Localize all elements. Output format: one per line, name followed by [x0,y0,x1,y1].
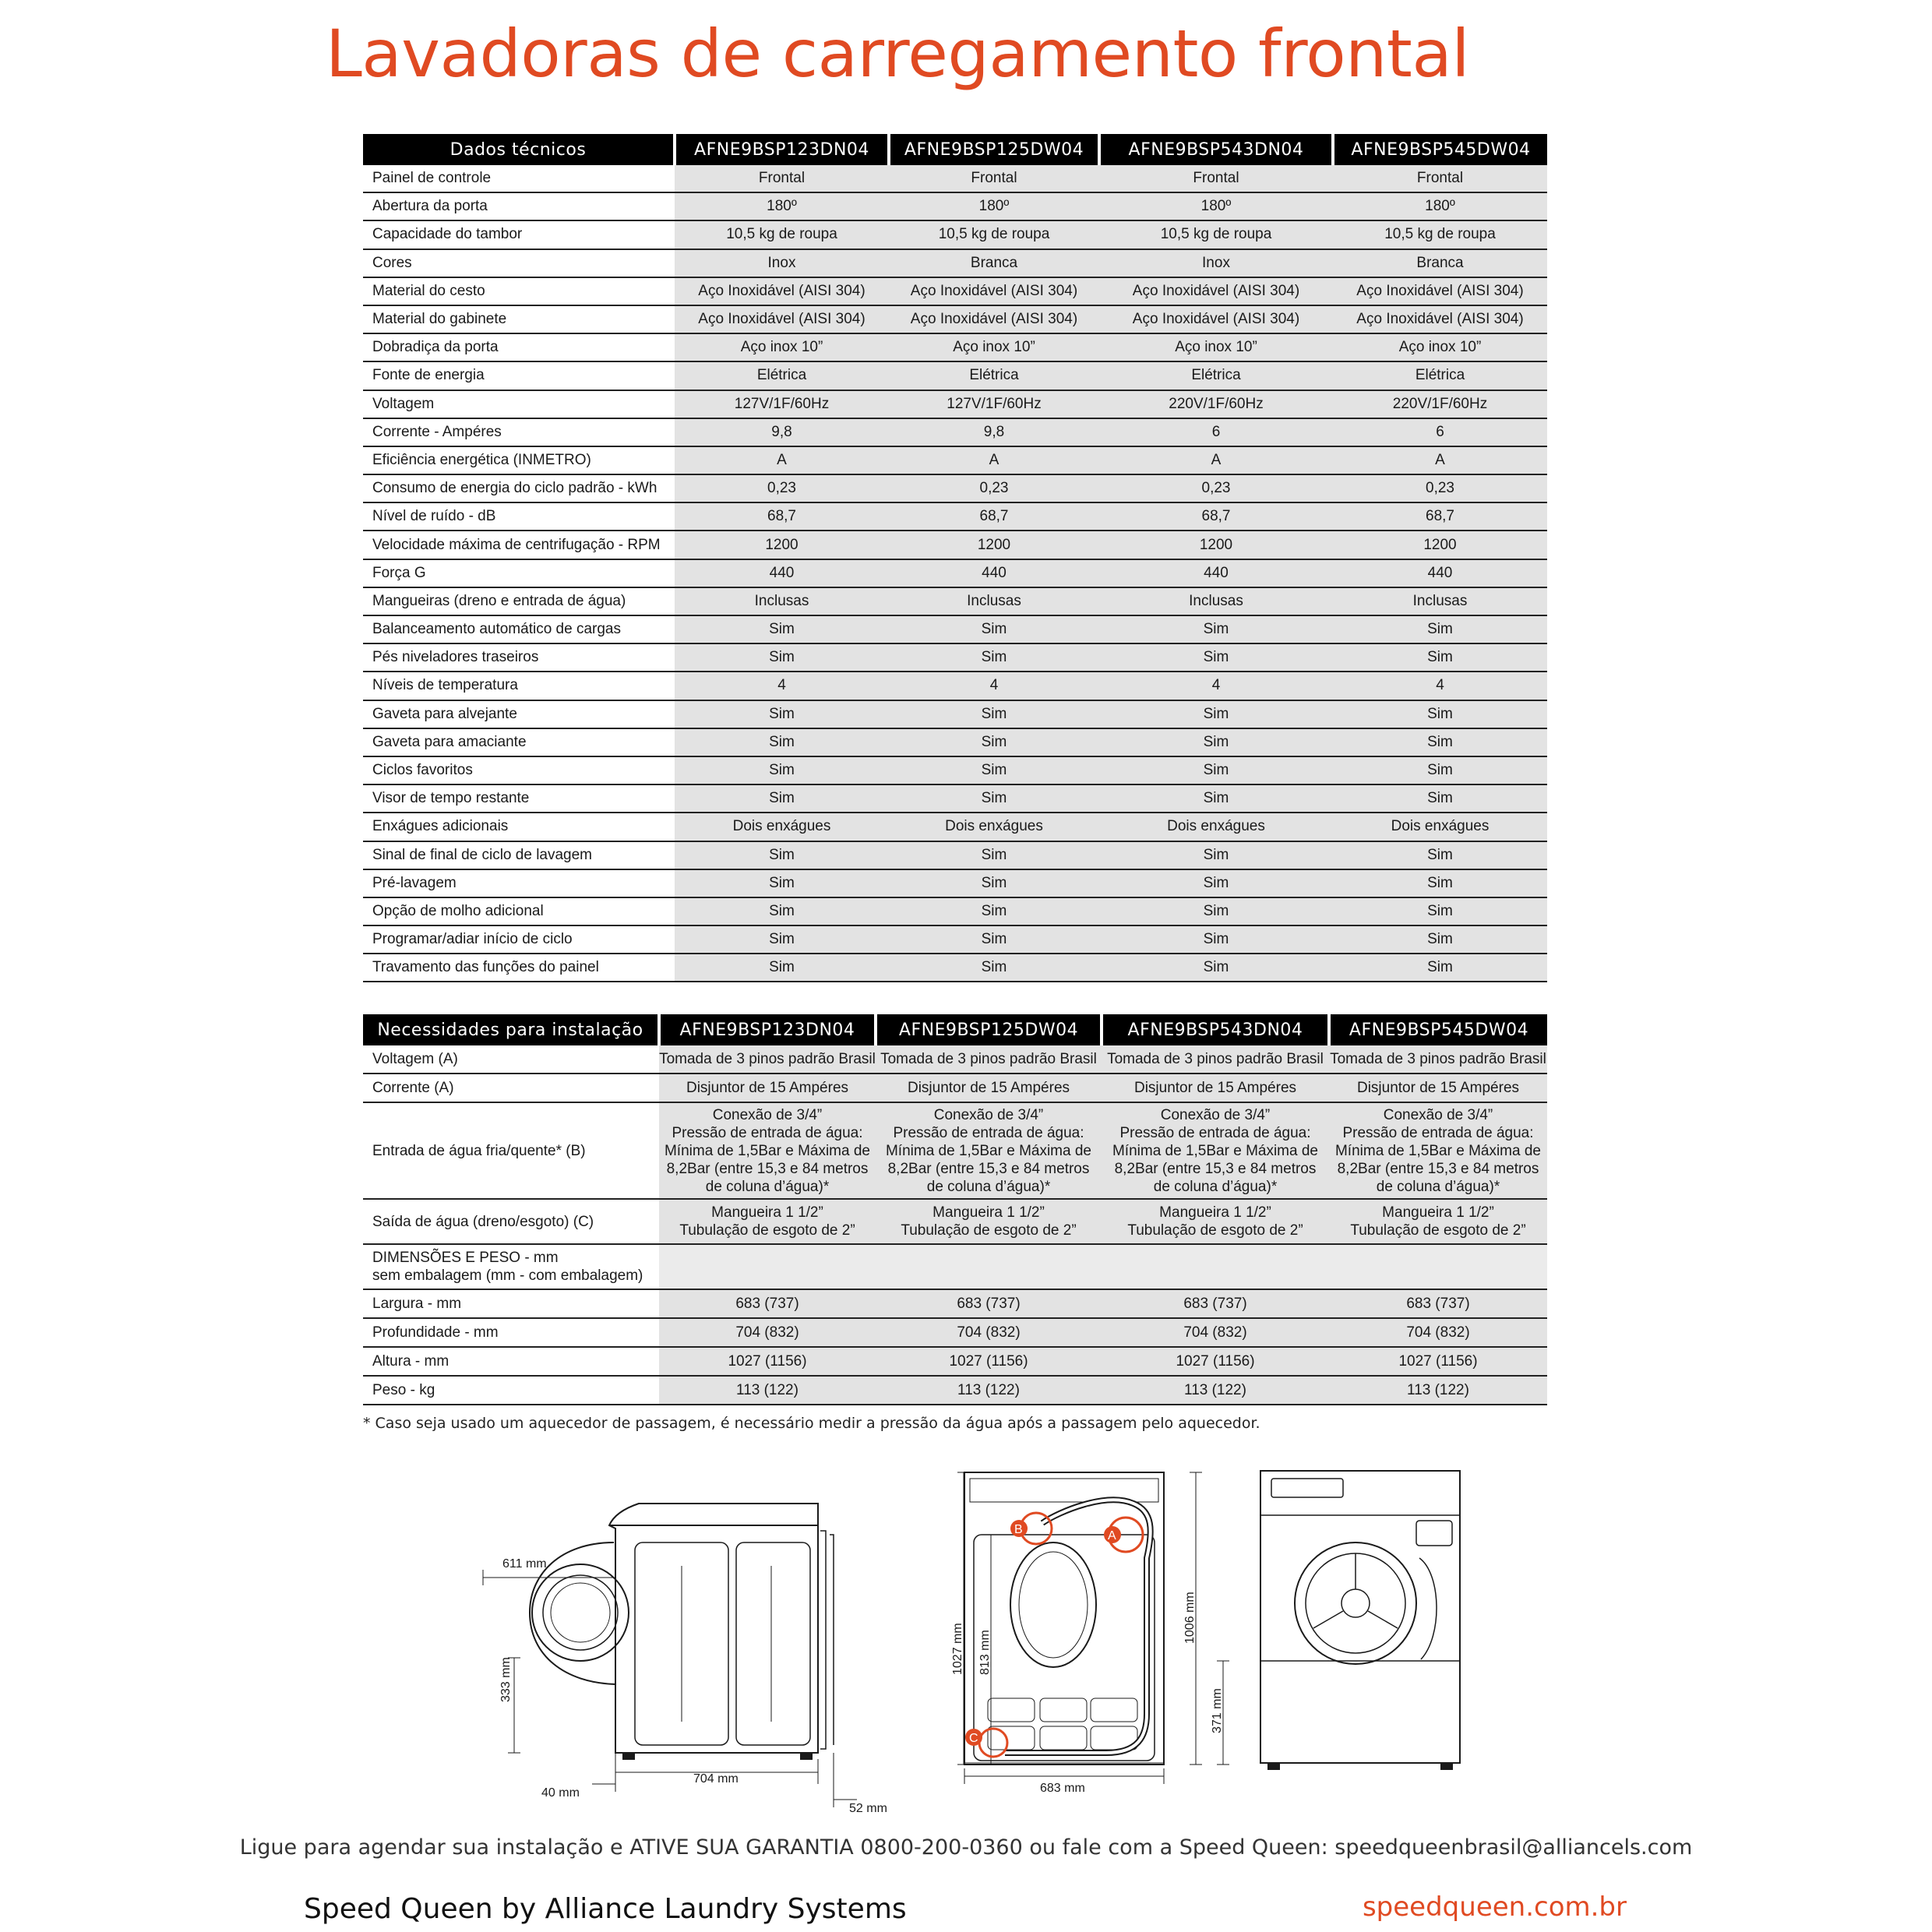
installation-call-to-action: Ligue para agendar sua instalação e ATIVE SUA GARANTIA 0800-200-0360 ou fale com a Speed Queen: speedqueenbrasil@alliancels.com [239,1835,1693,1860]
spec-value: Inox [1099,249,1333,277]
spec-value: Sim [1333,841,1547,869]
install-value: 113 (122) [876,1376,1102,1405]
spec-value: 180º [889,192,1099,220]
install-label: Peso - kg [363,1376,659,1405]
dim-683-label: 683 mm [1040,1782,1085,1795]
install-value: Mangueira 1 1/2” Tubulação de esgoto de 2” [659,1199,876,1244]
spec-value: Inclusas [889,587,1099,615]
section-blank [659,1244,1547,1289]
install-row [363,1318,1547,1347]
spec-label: Nível de ruído - dB [363,502,675,531]
install-value: 113 (122) [1102,1376,1329,1405]
model-header: AFNE9BSP543DN04 [1102,1014,1329,1045]
spec-value: Sim [675,615,889,643]
spec-value: Dois enxágues [1099,813,1333,841]
spec-value: Inclusas [1333,587,1547,615]
installation-header: Necessidades para instalação [363,1014,659,1045]
install-value: 1027 (1156) [876,1347,1102,1376]
install-row [363,1376,1547,1405]
door-circle [532,1564,629,1661]
spec-value: 10,5 kg de roupa [675,220,889,249]
spec-value: Sim [1333,897,1547,925]
dim-611-label: 611 mm [502,1557,547,1571]
dim-52-label: 52 mm [849,1802,887,1815]
install-row [363,1289,1547,1318]
spec-label: Dobradiça da porta [363,333,675,361]
rear-view-drawing [951,1472,1164,1795]
install-value: Tomada de 3 pinos padrão Brasil [659,1045,876,1074]
spec-value: Sim [1099,615,1333,643]
install-label: Profundidade - mm [363,1318,659,1347]
spec-value: 440 [675,559,889,587]
install-value: Tomada de 3 pinos padrão Brasil [1102,1045,1329,1074]
spec-row [363,418,1547,446]
install-row [363,1074,1547,1102]
model-header: AFNE9BSP545DW04 [1333,134,1547,165]
spec-label: Abertura da porta [363,192,675,220]
install-value: 683 (737) [659,1289,876,1318]
spec-label: Visor de tempo restante [363,784,675,813]
spec-value: Dois enxágues [1333,813,1547,841]
spec-value: Sim [1099,756,1333,784]
spec-value: 10,5 kg de roupa [1099,220,1333,249]
spec-value: Sim [675,728,889,756]
install-value: Mangueira 1 1/2” Tubulação de esgoto de 2” [1329,1199,1547,1244]
spec-value: Aço Inoxidável (AISI 304) [1099,305,1333,333]
install-value: 683 (737) [876,1289,1102,1318]
spec-value: Sim [889,954,1099,982]
spec-value: 0,23 [889,474,1099,502]
spec-row [363,446,1547,474]
dim-1027-label: 1027 mm [951,1623,964,1675]
spec-label: Níveis de temperatura [363,672,675,700]
spec-value: 68,7 [1333,502,1547,531]
technical-header: Dados técnicos [363,134,675,165]
spec-value: Branca [1333,249,1547,277]
spec-value: Inclusas [1099,587,1333,615]
spec-row [363,474,1547,502]
spec-value: Dois enxágues [889,813,1099,841]
footnote: * Caso seja usado um aquecedor de passagem, é necessário medir a pressão da água após a passagem pelo aquecedor. [363,1415,1260,1432]
spec-row [363,756,1547,784]
spec-value: Sim [889,784,1099,813]
spec-row [363,390,1547,418]
spec-label: Cores [363,249,675,277]
spec-row [363,813,1547,841]
spec-value: Sim [675,643,889,672]
dim-813-label: 813 mm [978,1630,992,1675]
install-value: Disjuntor de 15 Ampéres [1102,1074,1329,1102]
spec-value: Sim [1099,643,1333,672]
install-label: Voltagem (A) [363,1045,659,1074]
install-value: 1027 (1156) [1329,1347,1547,1376]
model-header: AFNE9BSP123DN04 [675,134,889,165]
spec-row [363,615,1547,643]
spec-value: Aço inox 10” [1099,333,1333,361]
dim-371-label: 371 mm [1211,1688,1224,1733]
spec-value: 0,23 [675,474,889,502]
spec-value: Sim [889,869,1099,897]
install-value: 1027 (1156) [659,1347,876,1376]
spec-value: 1200 [1333,531,1547,559]
install-value: 683 (737) [1102,1289,1329,1318]
spec-value: Elétrica [1099,361,1333,390]
spec-value: 68,7 [889,502,1099,531]
spec-value: Aço inox 10” [1333,333,1547,361]
spec-label: Balanceamento automático de cargas [363,615,675,643]
marker-c-ring [979,1729,1007,1757]
spec-label: Sinal de final de ciclo de lavagem [363,841,675,869]
spec-value: 440 [1099,559,1333,587]
spec-value: Sim [1099,869,1333,897]
spec-value: Frontal [889,165,1099,192]
spec-value: 1200 [1099,531,1333,559]
spec-value: Sim [889,700,1099,728]
spec-value: 9,8 [675,418,889,446]
spec-label: Enxágues adicionais [363,813,675,841]
spec-label: Gaveta para amaciante [363,728,675,756]
spec-value: 0,23 [1333,474,1547,502]
spec-value: 180º [1333,192,1547,220]
install-value: 1027 (1156) [1102,1347,1329,1376]
install-row [363,1102,1547,1199]
spec-row [363,192,1547,220]
spec-value: Sim [1099,700,1333,728]
spec-value: Sim [1333,615,1547,643]
spec-row [363,841,1547,869]
spec-label: Voltagem [363,390,675,418]
install-label: Altura - mm [363,1347,659,1376]
spec-row [363,361,1547,390]
model-header: AFNE9BSP543DN04 [1099,134,1333,165]
spec-value: Sim [889,925,1099,954]
spec-row [363,869,1547,897]
spec-value: Aço Inoxidável (AISI 304) [675,305,889,333]
install-value: 113 (122) [1329,1376,1547,1405]
spec-label: Travamento das funções do painel [363,954,675,982]
spec-value: Sim [675,897,889,925]
spec-value: A [675,446,889,474]
install-value: Tomada de 3 pinos padrão Brasil [1329,1045,1547,1074]
spec-value: Sim [1099,784,1333,813]
install-value: 704 (832) [1102,1318,1329,1347]
spec-row [363,587,1547,615]
spec-row [363,643,1547,672]
spec-row [363,954,1547,982]
spec-label: Programar/adiar início de ciclo [363,925,675,954]
spec-value: Inox [675,249,889,277]
install-row [363,1347,1547,1376]
spec-value: Sim [1099,728,1333,756]
spec-label: Pré-lavagem [363,869,675,897]
spec-value: Aço Inoxidável (AISI 304) [889,305,1099,333]
spec-row [363,559,1547,587]
spec-row [363,249,1547,277]
spec-value: A [1099,446,1333,474]
spec-value: Inclusas [675,587,889,615]
spec-label: Gaveta para alvejante [363,700,675,728]
spec-value: 6 [1099,418,1333,446]
spec-value: 440 [1333,559,1547,587]
spec-value: 1200 [675,531,889,559]
model-header: AFNE9BSP125DW04 [889,134,1099,165]
dim-40-label: 40 mm [541,1786,580,1800]
spec-value: 4 [675,672,889,700]
spec-value: 180º [675,192,889,220]
spec-value: Aço Inoxidável (AISI 304) [675,277,889,305]
install-label: DIMENSÕES E PESO - mm sem embalagem (mm - com embalagem) [363,1244,659,1289]
spec-value: 440 [889,559,1099,587]
spec-value: Aço Inoxidável (AISI 304) [1333,277,1547,305]
install-value: 683 (737) [1329,1289,1547,1318]
spec-value: Frontal [1333,165,1547,192]
spec-value: Elétrica [675,361,889,390]
dim-704-label: 704 mm [693,1772,739,1786]
install-value: Disjuntor de 15 Ampéres [1329,1074,1547,1102]
spec-value: Sim [675,756,889,784]
spec-row [363,925,1547,954]
spec-value: 4 [1099,672,1333,700]
spec-value: Aço inox 10” [889,333,1099,361]
spec-label: Capacidade do tambor [363,220,675,249]
spec-value: Sim [889,756,1099,784]
spec-value: 68,7 [1099,502,1333,531]
spec-value: 4 [889,672,1099,700]
install-value: Disjuntor de 15 Ampéres [659,1074,876,1102]
install-label: Largura - mm [363,1289,659,1318]
spec-row [363,728,1547,756]
install-value: 704 (832) [1329,1318,1547,1347]
install-value: Tomada de 3 pinos padrão Brasil [876,1045,1102,1074]
spec-value: Sim [675,954,889,982]
installation-table [363,1014,1547,1405]
spec-value: Sim [1099,897,1333,925]
install-row [363,1199,1547,1244]
spec-label: Velocidade máxima de centrifugação - RPM [363,531,675,559]
model-header: AFNE9BSP545DW04 [1329,1014,1547,1045]
spec-label: Pés niveladores traseiros [363,643,675,672]
spec-value: 1200 [889,531,1099,559]
spec-value: 127V/1F/60Hz [889,390,1099,418]
spec-value: Aço Inoxidável (AISI 304) [1333,305,1547,333]
spec-value: Elétrica [1333,361,1547,390]
marker-a-label: A [1108,1529,1116,1542]
install-label: Corrente (A) [363,1074,659,1102]
spec-value: Sim [1333,869,1547,897]
spec-value: 68,7 [675,502,889,531]
spec-value: Frontal [675,165,889,192]
spec-label: Eficiência energética (INMETRO) [363,446,675,474]
spec-label: Corrente - Ampéres [363,418,675,446]
spec-row [363,305,1547,333]
install-row [363,1045,1547,1074]
spec-value: Sim [1333,756,1547,784]
spec-row [363,531,1547,559]
install-label: Entrada de água fria/quente* (B) [363,1102,659,1199]
spec-value: Sim [675,925,889,954]
spec-value: A [1333,446,1547,474]
spec-row [363,220,1547,249]
spec-value: 4 [1333,672,1547,700]
spec-value: 10,5 kg de roupa [889,220,1099,249]
spec-label: Material do gabinete [363,305,675,333]
side-view-drawing [483,1504,887,1815]
spec-value: Sim [889,841,1099,869]
spec-value: Sim [889,728,1099,756]
spec-value: Sim [1333,728,1547,756]
technical-data-table [363,134,1547,982]
spec-value: Sim [1333,784,1547,813]
spec-value: Branca [889,249,1099,277]
model-header: AFNE9BSP123DN04 [659,1014,876,1045]
install-value: Conexão de 3/4” Pressão de entrada de água: Mínima de 1,5Bar e Máxima de 8,2Bar (entre 15,3 e 84 metros de coluna d’água)* [1329,1102,1547,1199]
spec-row [363,277,1547,305]
install-value: Mangueira 1 1/2” Tubulação de esgoto de 2” [1102,1199,1329,1244]
spec-value: 0,23 [1099,474,1333,502]
dim-333-label: 333 mm [499,1657,513,1702]
spec-value: 220V/1F/60Hz [1099,390,1333,418]
spec-value: Sim [675,841,889,869]
install-value: 113 (122) [659,1376,876,1405]
dim-1006-label: 1006 mm [1183,1592,1197,1644]
spec-value: Sim [889,615,1099,643]
front-view-drawing [1183,1471,1460,1769]
spec-label: Força G [363,559,675,587]
install-value: Conexão de 3/4” Pressão de entrada de água: Mínima de 1,5Bar e Máxima de 8,2Bar (entre 15,3 e 84 metros de coluna d’água)* [876,1102,1102,1199]
spec-value: Sim [675,869,889,897]
spec-value: Sim [889,897,1099,925]
spec-value: Dois enxágues [675,813,889,841]
spec-label: Painel de controle [363,165,675,192]
technical-header-row [363,134,1547,165]
spec-label: Consumo de energia do ciclo padrão - kWh [363,474,675,502]
install-row [363,1244,1547,1289]
spec-value: 6 [1333,418,1547,446]
spec-row [363,165,1547,192]
spec-label: Mangueiras (dreno e entrada de água) [363,587,675,615]
spec-value: 180º [1099,192,1333,220]
spec-value: 220V/1F/60Hz [1333,390,1547,418]
install-value: Disjuntor de 15 Ampéres [876,1074,1102,1102]
install-value: Conexão de 3/4” Pressão de entrada de água: Mínima de 1,5Bar e Máxima de 8,2Bar (entre 15,3 e 84 metros de coluna d’água)* [1102,1102,1329,1199]
spec-value: 10,5 kg de roupa [1333,220,1547,249]
spec-value: 9,8 [889,418,1099,446]
spec-value: Aço Inoxidável (AISI 304) [889,277,1099,305]
spec-value: Elétrica [889,361,1099,390]
install-value: Mangueira 1 1/2” Tubulação de esgoto de 2” [876,1199,1102,1244]
spec-value: Sim [1099,925,1333,954]
spec-value: Sim [1099,841,1333,869]
brand-footer: Speed Queen by Alliance Laundry Systems [304,1893,907,1925]
spec-value: Aço inox 10” [675,333,889,361]
spec-row [363,784,1547,813]
install-value: 704 (832) [876,1318,1102,1347]
page-title: Lavadoras de carregamento frontal [326,16,1470,92]
dimension-diagrams [467,1457,1496,1815]
spec-row [363,897,1547,925]
model-header: AFNE9BSP125DW04 [876,1014,1102,1045]
spec-row [363,672,1547,700]
spec-label: Material do cesto [363,277,675,305]
spec-value: 127V/1F/60Hz [675,390,889,418]
install-value: 704 (832) [659,1318,876,1347]
website-link[interactable]: speedqueen.com.br [1362,1891,1627,1923]
spec-row [363,700,1547,728]
spec-label: Fonte de energia [363,361,675,390]
spec-value: Sim [675,784,889,813]
spec-value: Frontal [1099,165,1333,192]
spec-row [363,333,1547,361]
install-label: Saída de água (dreno/esgoto) (C) [363,1199,659,1244]
spec-value: Aço Inoxidável (AISI 304) [1099,277,1333,305]
installation-header-row [363,1014,1547,1045]
spec-value: A [889,446,1099,474]
marker-c-label: C [969,1732,978,1745]
spec-value: Sim [1333,954,1547,982]
spec-value: Sim [889,643,1099,672]
install-value: Conexão de 3/4” Pressão de entrada de água: Mínima de 1,5Bar e Máxima de 8,2Bar (entre 15,3 e 84 metros de coluna d’água)* [659,1102,876,1199]
spec-row [363,502,1547,531]
marker-b-label: B [1014,1523,1023,1536]
spec-value: Sim [1099,954,1333,982]
spec-value: Sim [1333,700,1547,728]
spec-value: Sim [675,700,889,728]
spec-value: Sim [1333,925,1547,954]
spec-label: Opção de molho adicional [363,897,675,925]
spec-value: Sim [1333,643,1547,672]
spec-label: Ciclos favoritos [363,756,675,784]
